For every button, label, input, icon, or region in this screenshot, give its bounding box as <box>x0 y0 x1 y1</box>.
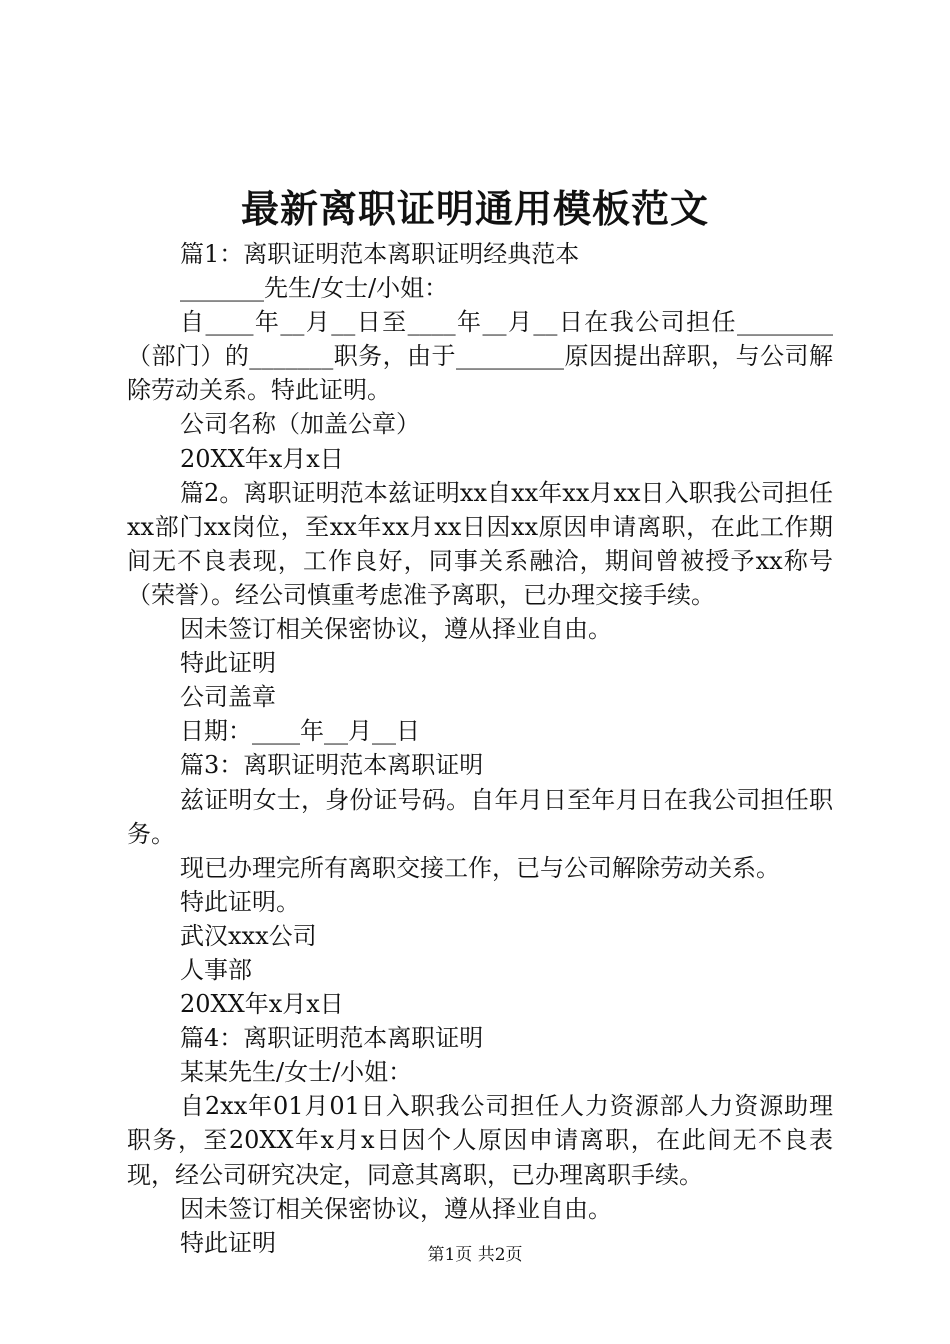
company-line: 武汉xxx公司 <box>180 921 317 950</box>
section-3-heading: 篇3：离职证明范本离职证明 <box>180 751 484 780</box>
date-line: 20XX年x月x日 <box>180 990 344 1019</box>
date-line: 20XX年x月x日 <box>180 444 344 473</box>
section-2-paragraph: 篇2。离职证明范本兹证明xx自xx年xx月xx日入职我公司担任xx部门xx岗位，至xx年xx月xx日因xx原因申请离职，在此工作期间无不良表现，工作良好，同事关系融洽，期间曾被授予xx称号（荣誉）。经公司慎重考虑准予离职，已办理交接手续。 <box>127 478 833 609</box>
company-seal-line: 公司盖章 <box>180 683 276 712</box>
section-3-paragraph: 兹证明女士，身份证号码。自年月日至年月日在我公司担任职务。 <box>127 785 833 848</box>
handover-paragraph: 现已办理完所有离职交接工作，已与公司解除劳动关系。 <box>180 853 780 882</box>
confidentiality-note: 因未签订相关保密协议，遵从择业自由。 <box>180 1194 612 1223</box>
department-line: 人事部 <box>180 955 252 984</box>
section-4-heading: 篇4：离职证明范本离职证明 <box>180 1024 484 1053</box>
certify-line: 特此证明。 <box>180 887 300 916</box>
salutation-line: _______先生/女士/小姐： <box>180 274 449 303</box>
document-body <box>127 237 833 1260</box>
section-1-heading: 篇1：离职证明范本离职证明经典范本 <box>180 240 580 268</box>
confidentiality-note: 因未签订相关保密协议，遵从择业自由。 <box>180 615 612 644</box>
certificate-body-paragraph: 自____年__月__日至____年__月__日在我公司担任________（部门）的_______职务，由于_________原因提出辞职，与公司解除劳动关系。特此证明。 <box>127 308 833 405</box>
page-footer: 第1页 共2页 <box>427 1245 523 1265</box>
document-title: 最新离职证明通用模板范文 <box>240 186 709 231</box>
salutation-line: 某某先生/女士/小姐： <box>180 1058 413 1087</box>
certify-line: 特此证明 <box>180 1228 276 1257</box>
date-field-line: 日期：____年__月__日 <box>180 717 420 746</box>
certify-line: 特此证明 <box>180 649 276 678</box>
company-name-line: 公司名称（加盖公章） <box>180 410 420 439</box>
section-4-paragraph: 自2xx年01月01日入职我公司担任人力资源部人力资源助理职务，至20XX年x月x日因个人原因申请离职，在此间无不良表现，经公司研究决定，同意其离职，已办理离职手续。 <box>127 1092 833 1189</box>
